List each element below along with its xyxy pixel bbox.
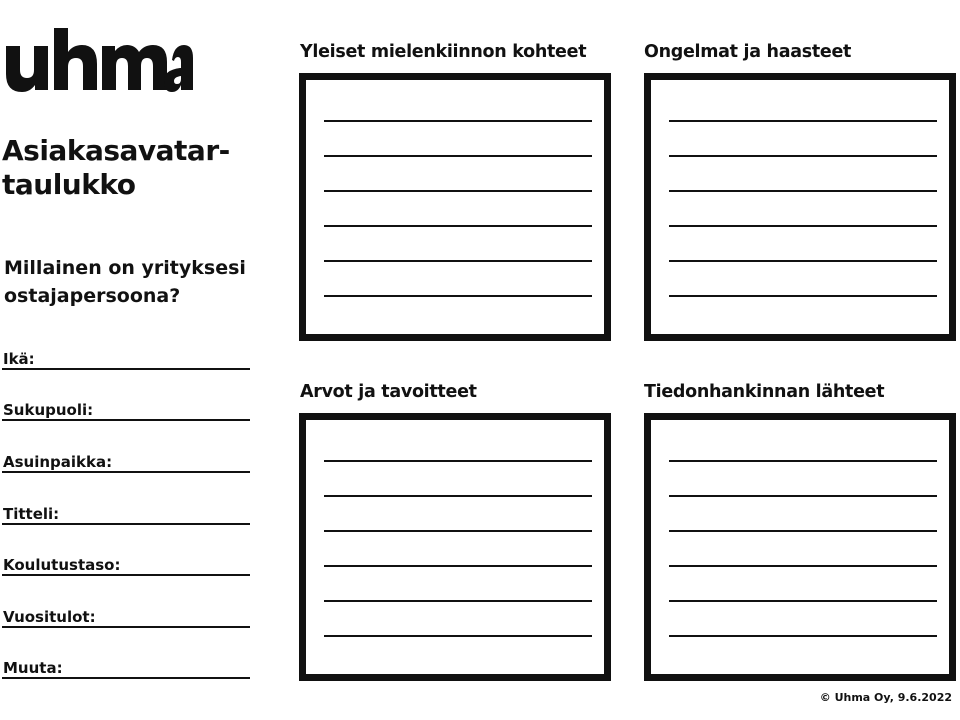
writing-line <box>669 155 937 157</box>
writing-line <box>669 565 937 567</box>
persona-question <box>4 254 246 310</box>
persona-question-line-2: ostajapersoona? <box>4 285 181 307</box>
writing-line <box>669 530 937 532</box>
interests-heading: Yleiset mielenkiinnon kohteet <box>300 42 587 62</box>
page-title-line-2: taulukko <box>2 168 136 201</box>
education-field: Koulutustaso: <box>2 554 250 576</box>
gender-field: Sukupuoli: <box>2 399 250 421</box>
writing-line <box>324 225 592 227</box>
persona-question-line-1: Millainen on yrityksesi <box>4 257 246 279</box>
writing-line <box>669 600 937 602</box>
uhma-logo <box>4 22 194 94</box>
job-title-field: Titteli: <box>2 503 250 525</box>
sources-box <box>644 413 956 681</box>
writing-line <box>324 600 592 602</box>
writing-line <box>669 120 937 122</box>
copyright-footer: © Uhma Oy, 9.6.2022 <box>819 691 952 704</box>
writing-line <box>669 260 937 262</box>
writing-line <box>324 120 592 122</box>
writing-line <box>324 565 592 567</box>
writing-line <box>669 495 937 497</box>
writing-line <box>324 190 592 192</box>
writing-line <box>669 460 937 462</box>
writing-line <box>324 155 592 157</box>
values-box <box>299 413 611 681</box>
writing-line <box>324 530 592 532</box>
problems-box <box>644 73 956 341</box>
page-title-line-1: Asiakasavatar- <box>2 134 230 167</box>
other-field: Muuta: <box>2 657 250 679</box>
writing-line <box>324 460 592 462</box>
writing-line <box>669 635 937 637</box>
writing-line <box>669 295 937 297</box>
uhma-logo-mark <box>4 22 194 94</box>
location-field: Asuinpaikka: <box>2 451 250 473</box>
writing-line <box>669 225 937 227</box>
problems-heading: Ongelmat ja haasteet <box>644 42 852 62</box>
writing-line <box>324 260 592 262</box>
interests-box <box>299 73 611 341</box>
writing-line <box>324 495 592 497</box>
sources-heading: Tiedonhankinnan lähteet <box>644 382 885 402</box>
income-field: Vuositulot: <box>2 606 250 628</box>
page-title <box>2 134 230 202</box>
age-field: Ikä: <box>2 348 250 370</box>
writing-line <box>669 190 937 192</box>
writing-line <box>324 295 592 297</box>
values-heading: Arvot ja tavoitteet <box>300 382 477 402</box>
writing-line <box>324 635 592 637</box>
